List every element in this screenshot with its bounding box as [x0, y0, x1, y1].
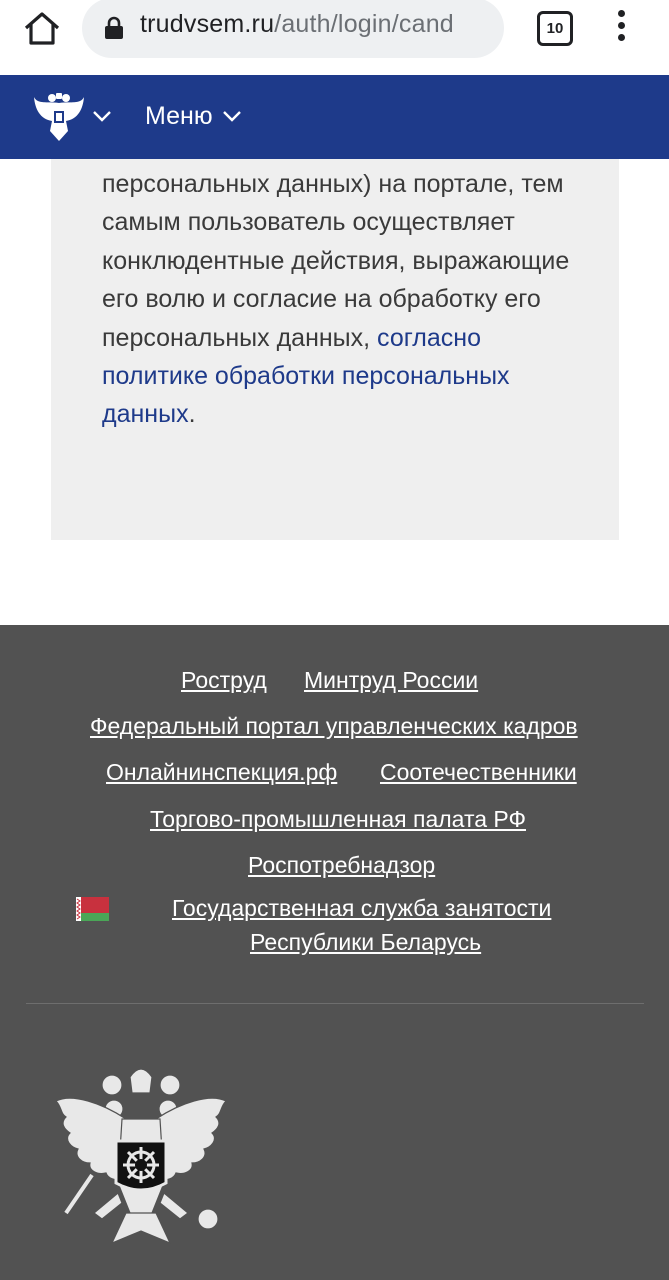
consent-text — [102, 165, 572, 434]
footer-divider — [26, 1003, 644, 1004]
url-path: /auth/login/cand — [274, 10, 454, 38]
consent-text-end: . — [188, 400, 196, 429]
kebab-menu-icon[interactable] — [616, 10, 626, 44]
footer-link-chamber[interactable]: Торгово-промышленная палата РФ — [150, 806, 526, 832]
footer-link-onlineinspection[interactable]: Онлайнинспекция.рф — [106, 759, 338, 785]
footer-link-federal-portal[interactable]: Федеральный портал управленческих кадров — [90, 713, 578, 739]
tab-switcher-button[interactable]: 10 — [537, 11, 573, 46]
coat-of-arms-icon[interactable] — [32, 91, 86, 143]
browser-toolbar — [0, 0, 669, 75]
chevron-down-icon[interactable] — [92, 109, 112, 128]
home-icon[interactable] — [22, 10, 62, 46]
footer-link-belarus[interactable]: Государственная служба занятости — [172, 895, 552, 921]
lock-icon — [104, 16, 124, 45]
chevron-down-icon[interactable] — [222, 109, 242, 128]
url-text — [140, 10, 454, 39]
footer-link-belarus-line2[interactable]: Республики Беларусь — [250, 929, 482, 955]
belarus-flag-icon — [76, 897, 109, 921]
address-bar[interactable] — [82, 0, 504, 58]
privacy-policy-link[interactable]: согласно политике обработки персональных данных — [102, 323, 510, 429]
menu-button[interactable]: Меню — [145, 102, 213, 130]
footer-link-mintrud[interactable]: Минтруд России — [304, 667, 479, 693]
footer-link-rostrud[interactable]: Роструд — [181, 667, 267, 693]
url-host: trudvsem.ru — [140, 10, 275, 38]
consent-text-body: персональных данных) на портале, тем самым пользователь осуществляет конклюдентные действия, выражающие его волю и согласие на обработку его персональных данных, — [102, 170, 570, 352]
site-header — [0, 75, 669, 159]
consent-info-box — [51, 159, 619, 540]
coat-of-arms-rostrud-icon — [52, 1063, 230, 1257]
footer — [0, 625, 669, 1280]
footer-link-compatriots[interactable]: Соотечественники — [380, 759, 577, 785]
footer-link-rospotrebnadzor[interactable]: Роспотребнадзор — [248, 852, 436, 878]
